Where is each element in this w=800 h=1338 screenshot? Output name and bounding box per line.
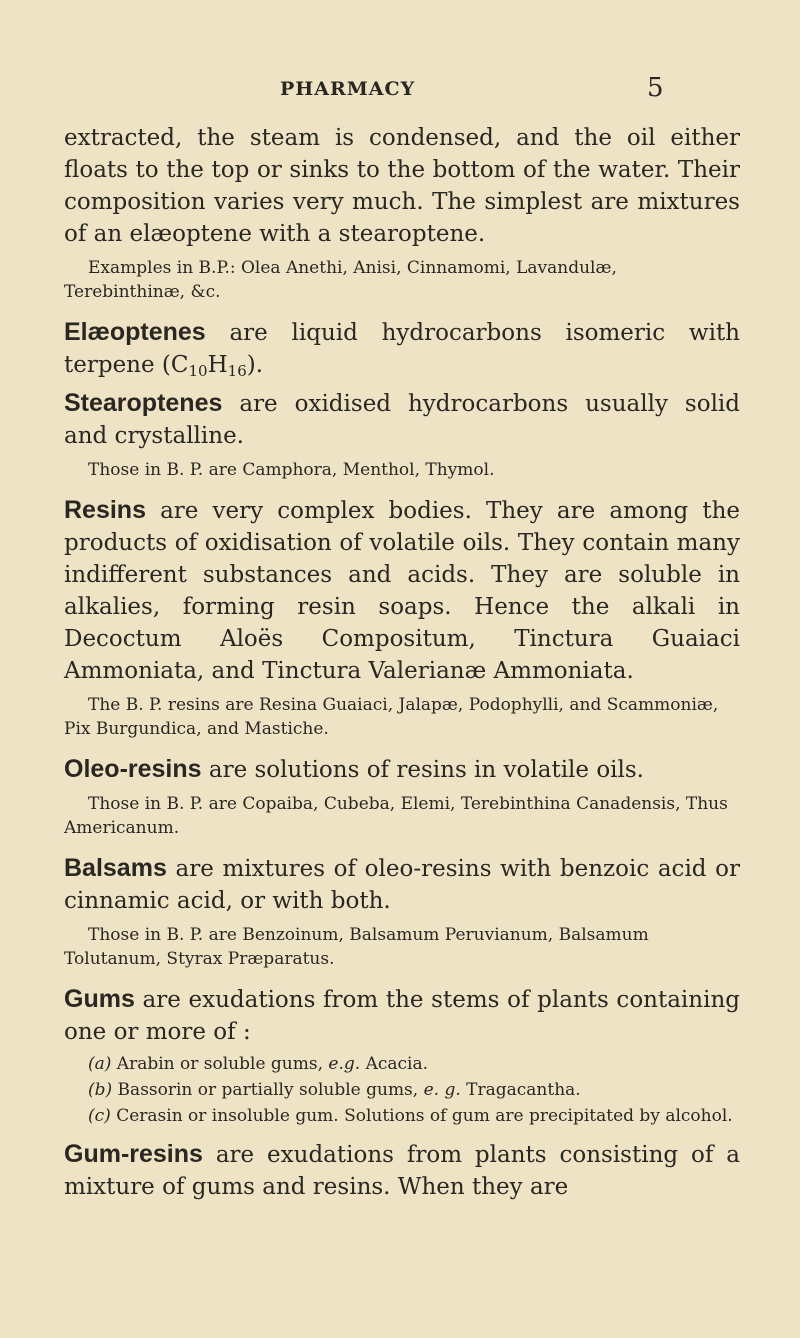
list-item-text: Arabin or soluble gums, bbox=[111, 1054, 329, 1074]
elaeoptenes-text-c: ). bbox=[246, 352, 264, 378]
running-title: PHARMACY bbox=[280, 78, 416, 100]
list-item-text: Bassorin or partially soluble gums, bbox=[112, 1080, 424, 1100]
elaeoptenes-paragraph bbox=[64, 316, 740, 387]
stearoptenes-text: are oxidised hydrocarbons usually solid and crystalline. bbox=[64, 391, 740, 449]
list-item bbox=[64, 1104, 740, 1128]
body-text bbox=[64, 122, 740, 1203]
list-item bbox=[64, 1052, 740, 1076]
list-item bbox=[64, 1078, 740, 1102]
list-item-eg: e.g. bbox=[328, 1054, 361, 1074]
elaeoptenes-text-b: H bbox=[207, 352, 228, 378]
list-item-text-b: Acacia. bbox=[360, 1054, 429, 1074]
page-number: 5 bbox=[647, 73, 664, 103]
gums-list bbox=[64, 1052, 740, 1128]
gum-resins-text: are exudations from plants consisting of a mixture of gums and resins. When they are bbox=[64, 1142, 740, 1200]
gums-text: are exudations from the stems of plants containing one or more of : bbox=[64, 987, 740, 1045]
formula-subscript-h: 16 bbox=[227, 362, 247, 380]
elaeoptenes-text-a: are liquid hydrocarbons isomeric with terpene (C bbox=[64, 320, 740, 378]
stearoptenes-note: Those in B. P. are Camphora, Menthol, Thymol. bbox=[88, 460, 495, 480]
list-item-label: (b) bbox=[88, 1080, 113, 1100]
balsams-note: Those in B. P. are Benzoinum, Balsamum Peruvianum, Balsamum Tolutanum, Styrax Præparatus. bbox=[64, 925, 649, 969]
balsams-term: Balsams bbox=[64, 854, 167, 882]
gum-resins-paragraph bbox=[64, 1138, 740, 1203]
elaeoptenes-term: Elæoptenes bbox=[64, 318, 206, 346]
resins-paragraph bbox=[64, 494, 740, 687]
resins-text: are very complex bodies. They are among the products of oxidisation of volatile oils. They contain many indifferent substances and acids. They are soluble in alkalies, forming resin soaps. Hence the alkali in Decoctum Aloës Compositum, Tinctura Guaiaci Ammoniata, and Tinctura Valerianæ Ammoniata. bbox=[64, 498, 740, 684]
gums-paragraph bbox=[64, 983, 740, 1048]
oleo-resins-note: Those in B. P. are Copaiba, Cubeba, Elemi, Terebinthina Canadensis, Thus Americanum. bbox=[64, 794, 728, 838]
resins-note: The B. P. resins are Resina Guaiaci, Jalapæ, Podophylli, and Scammoniæ, Pix Burgundica, and Mastiche. bbox=[64, 695, 719, 739]
formula-subscript-c: 10 bbox=[188, 362, 208, 380]
list-item-eg: e. g. bbox=[423, 1080, 461, 1100]
examples-note: Examples in B.P.: Olea Anethi, Anisi, Cinnamomi, Lavandulæ, Terebinthinæ, &c. bbox=[64, 258, 617, 302]
oleo-resins-term: Oleo-resins bbox=[64, 755, 202, 783]
list-item-text-b: Tragacantha. bbox=[460, 1080, 581, 1100]
running-header bbox=[0, 70, 800, 110]
paragraph-continuation: extracted, the steam is condensed, and the oil either floats to the top or sinks to the bottom of the water. Their composition varies very much. The simplest are mixtures of an elæoptene with a stearoptene. bbox=[64, 125, 740, 247]
gum-resins-term: Gum-resins bbox=[64, 1140, 203, 1168]
balsams-text: are mixtures of oleo-resins with benzoic acid or cinnamic acid, or with both. bbox=[64, 856, 740, 914]
stearoptenes-term: Stearoptenes bbox=[64, 389, 223, 417]
stearoptenes-paragraph bbox=[64, 387, 740, 452]
oleo-resins-text: are solutions of resins in volatile oils. bbox=[201, 757, 644, 783]
list-item-text: Cerasin or insoluble gum. Solutions of gum are precipitated by alcohol. bbox=[110, 1106, 733, 1126]
resins-term: Resins bbox=[64, 496, 146, 524]
gums-term: Gums bbox=[64, 985, 135, 1013]
list-item-label: (c) bbox=[88, 1106, 111, 1126]
oleo-resins-paragraph bbox=[64, 753, 740, 786]
balsams-paragraph bbox=[64, 852, 740, 917]
list-item-label: (a) bbox=[88, 1054, 112, 1074]
